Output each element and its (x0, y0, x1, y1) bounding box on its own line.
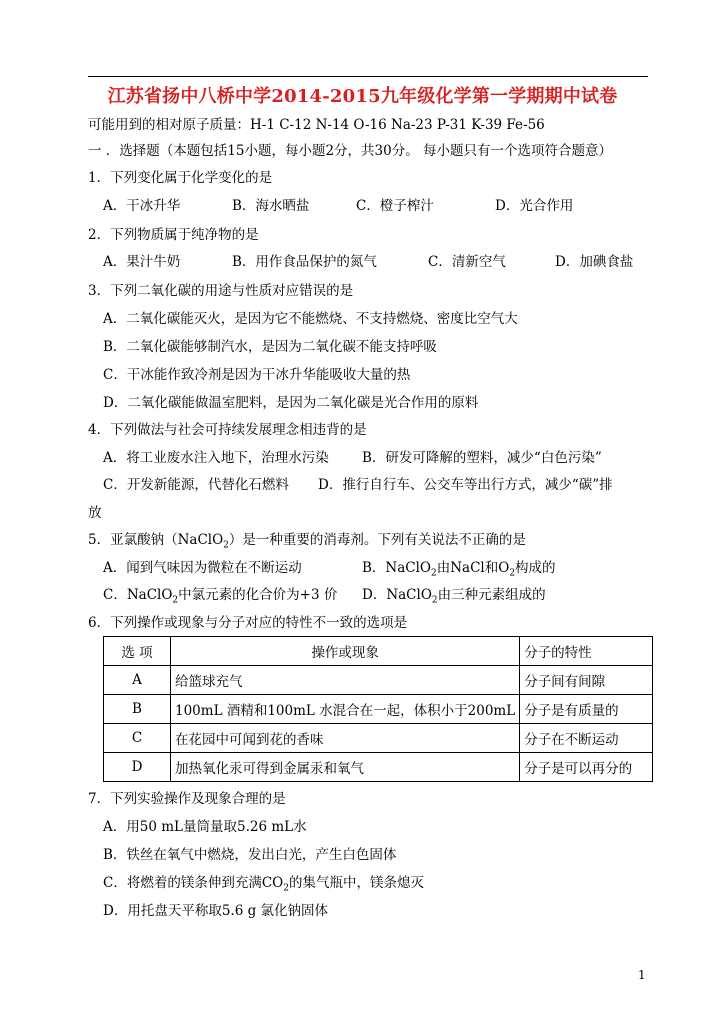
q5-b-part: 构成的 (515, 560, 556, 576)
q2-option-d: D．加碘食盐 (555, 254, 634, 270)
q5-stem-part: ）是一种重要的消毒剂。下列有关说法不正确的是 (228, 532, 526, 548)
q4-option-b: B．研发可降解的塑料，减少“白色污染” (362, 450, 602, 466)
table-row (104, 695, 653, 724)
q3-option-a: A．二氧化碳能灭火，是因为它不能燃烧、不支持燃烧、密度比空气大 (103, 311, 518, 327)
q4-option-d-continued: 放 (88, 505, 102, 521)
question-2-stem: 2．下列物质属于纯净物的是 (88, 227, 259, 243)
q5-c-part: 中氯元素的化合价为+3 价 (178, 587, 338, 603)
q7-option-d: D．用托盘天平称取5.6 g 氯化钠固体 (103, 903, 329, 919)
q1-option-a: A．干冰升华 (103, 198, 181, 214)
q5-d-part: 由三种元素组成的 (437, 587, 546, 603)
page-number: 1 (638, 968, 646, 982)
table-row (104, 753, 653, 782)
page-title: 江苏省扬中八桥中学2014-2015九年级化学第一学期期中试卷 (107, 86, 618, 107)
table-cell: 给篮球充气 (171, 666, 520, 695)
table-header-cell: 分子的特性 (520, 637, 653, 666)
header-rule (88, 76, 648, 77)
atomic-masses: 可能用到的相对原子质量：H-1 C-12 N-14 O-16 Na-23 P-31 K-39 Fe-56 (88, 117, 545, 133)
table-header-cell: 选 项 (104, 637, 171, 666)
q3-option-d: D．二氧化碳能做温室肥料，是因为二氧化碳是光合作用的原料 (103, 395, 479, 411)
question-1-stem: 1．下列变化属于化学变化的是 (88, 170, 273, 186)
table-header-cell: 操作或现象 (171, 637, 520, 666)
q1-option-b: B．海水晒盐 (232, 198, 310, 214)
question-7-stem: 7．下列实验操作及现象合理的是 (88, 791, 286, 807)
table-cell: D (104, 753, 171, 782)
question-4-stem: 4．下列做法与社会可持续发展理念相违背的是 (88, 422, 367, 438)
q3-option-b: B．二氧化碳能够制汽水，是因为二氧化碳不能支持呼吸 (103, 339, 437, 355)
q2-option-b: B．用作食品保护的氮气 (232, 254, 377, 270)
q4-option-c: C．开发新能源，代替化石燃料 (103, 477, 289, 493)
q5-option-c (103, 586, 337, 610)
table-cell: 加热氧化汞可得到金属汞和氧气 (171, 753, 520, 782)
table-header-row (104, 637, 653, 666)
q5-c-subscript: 2 (172, 595, 179, 606)
q7-option-b: B．铁丝在氧气中燃烧，发出白光，产生白色固体 (103, 847, 397, 863)
table-cell: 分子在不断运动 (520, 724, 653, 753)
q5-d-subscript: 2 (431, 595, 438, 606)
table-cell: 在花园中可闻到花的香味 (171, 724, 520, 753)
q1-option-c: C．橙子榨汁 (356, 198, 434, 214)
table-row (104, 724, 653, 753)
q5-option-a: A．闻到气味因为微粒在不断运动 (103, 560, 302, 576)
table-cell: 分子是有质量的 (520, 695, 653, 724)
q7-option-c (103, 874, 424, 898)
q4-option-a: A．将工业废水注入地下，治理水污染 (103, 450, 329, 466)
q5-stem-subscript: 2 (223, 540, 229, 551)
q5-b-part: 由NaCl和O (436, 560, 510, 576)
q5-b-subscript: 2 (509, 568, 516, 579)
table-cell: B (104, 695, 171, 724)
q5-stem-part: 5．亚氯酸钠（NaClO (88, 532, 224, 548)
table-cell: A (104, 666, 171, 695)
q7-option-a: A．用50 mL量筒量取5.26 mL水 (103, 819, 307, 835)
q2-option-a: A．果汁牛奶 (103, 254, 181, 270)
q5-b-part: B．NaClO (362, 560, 431, 576)
table-cell: 分子是可以再分的 (520, 753, 653, 782)
q5-c-part: C．NaClO (103, 587, 173, 603)
q5-b-subscript: 2 (431, 568, 437, 579)
table-cell: 分子间有间隙 (520, 666, 653, 695)
q4-option-d: D．推行自行车、公交车等出行方式，减少“碳”排 (318, 477, 613, 493)
q6-table (103, 636, 653, 782)
table-row (104, 666, 653, 695)
q5-option-d (362, 586, 546, 610)
table-cell: C (104, 724, 171, 753)
q5-option-b (362, 559, 556, 583)
q1-option-d: D．光合作用 (495, 198, 574, 214)
q7-c-subscript: 2 (283, 883, 289, 894)
q7-c-part: C．将燃着的镁条伸到充满CO (103, 875, 284, 891)
question-3-stem: 3．下列二氧化碳的用途与性质对应错误的是 (88, 283, 354, 299)
q5-d-part: D．NaClO (362, 587, 432, 603)
table-cell: 100mL 酒精和100mL 水混合在一起，体积小于200mL (171, 695, 520, 724)
question-5-stem (88, 531, 526, 555)
q2-option-c: C．清新空气 (428, 254, 506, 270)
q3-option-c: C．干冰能作致冷剂是因为干冰升华能吸收大量的热 (103, 367, 411, 383)
section-heading: 一 ．选择题（本题包括15小题，每小题2分，共30分。 每小题只有一个选项符合题意） (88, 143, 613, 159)
q7-c-part: 的集气瓶中，镁条熄灭 (288, 875, 424, 891)
question-6-stem: 6．下列操作或现象与分子对应的特性不一致的选项是 (88, 615, 408, 631)
